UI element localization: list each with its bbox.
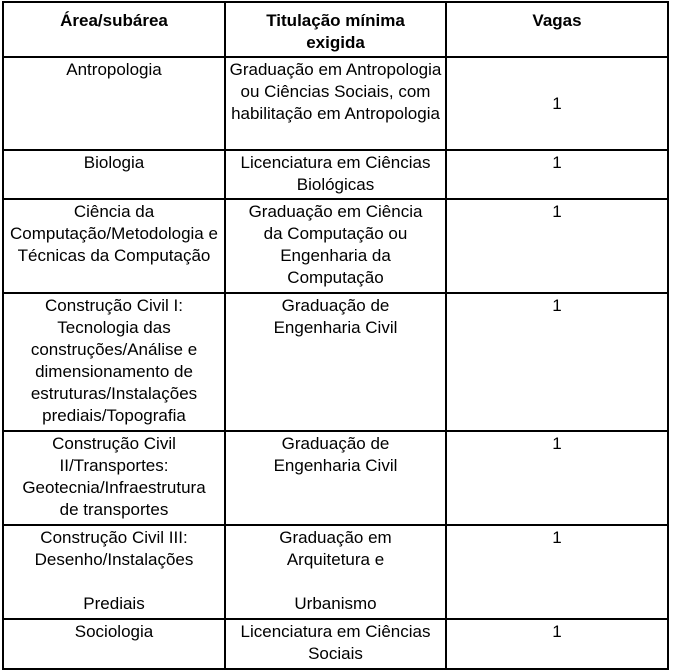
cell-titulacao-line: Urbanismo bbox=[294, 594, 377, 613]
table-row bbox=[3, 619, 668, 669]
table-row bbox=[3, 57, 668, 150]
cell-titulacao bbox=[225, 525, 446, 619]
cell-titulacao: Graduação em Antropologia ou Ciências Sociais, com habilitação em Antropologia bbox=[225, 57, 446, 150]
cell-vagas: 1 bbox=[446, 150, 668, 199]
header-titulacao: Titulação mínima exigida bbox=[225, 2, 446, 57]
cell-area: Antropologia bbox=[3, 57, 225, 150]
cell-titulacao: Graduação de Engenharia Civil bbox=[225, 431, 446, 525]
cell-titulacao-line: Arquitetura e bbox=[286, 550, 385, 569]
table-row bbox=[3, 150, 668, 199]
cell-vagas: 1 bbox=[446, 57, 668, 150]
cell-area: Construção Civil II/Transportes: Geotecnia/Infraestrutura de transportes bbox=[3, 431, 225, 525]
header-area: Área/subárea bbox=[3, 2, 225, 57]
table-header-row bbox=[3, 2, 668, 57]
cell-area: Construção Civil I: Tecnologia das construções/Análise e dimensionamento de estruturas/Instalações prediais/Topografia bbox=[3, 293, 225, 431]
cell-vagas: 1 bbox=[446, 199, 668, 293]
cell-vagas: 1 bbox=[446, 431, 668, 525]
cell-area-line: Desenho/Instalações bbox=[34, 550, 194, 569]
table-row bbox=[3, 293, 668, 431]
cell-titulacao: Licenciatura em Ciências Biológicas bbox=[225, 150, 446, 199]
cell-vagas: 1 bbox=[446, 293, 668, 431]
table-row bbox=[3, 431, 668, 525]
cell-area-line: Prediais bbox=[83, 594, 145, 613]
cell-titulacao-line: Graduação em bbox=[279, 528, 392, 547]
table-row bbox=[3, 525, 668, 619]
cell-titulacao: Graduação em Ciência da Computação ou Engenharia da Computação bbox=[225, 199, 446, 293]
header-vagas: Vagas bbox=[446, 2, 668, 57]
table-row bbox=[3, 199, 668, 293]
cell-area: Biologia bbox=[3, 150, 225, 199]
cell-area-line: Construção Civil III: bbox=[40, 528, 188, 547]
cell-area bbox=[3, 525, 225, 619]
cell-area: Ciência da Computação/Metodologia e Técnicas da Computação bbox=[3, 199, 225, 293]
cell-titulacao: Licenciatura em Ciências Sociais bbox=[225, 619, 446, 669]
vacancies-table bbox=[2, 1, 669, 670]
cell-vagas: 1 bbox=[446, 619, 668, 669]
cell-titulacao: Graduação de Engenharia Civil bbox=[225, 293, 446, 431]
cell-area: Sociologia bbox=[3, 619, 225, 669]
cell-vagas: 1 bbox=[446, 525, 668, 619]
